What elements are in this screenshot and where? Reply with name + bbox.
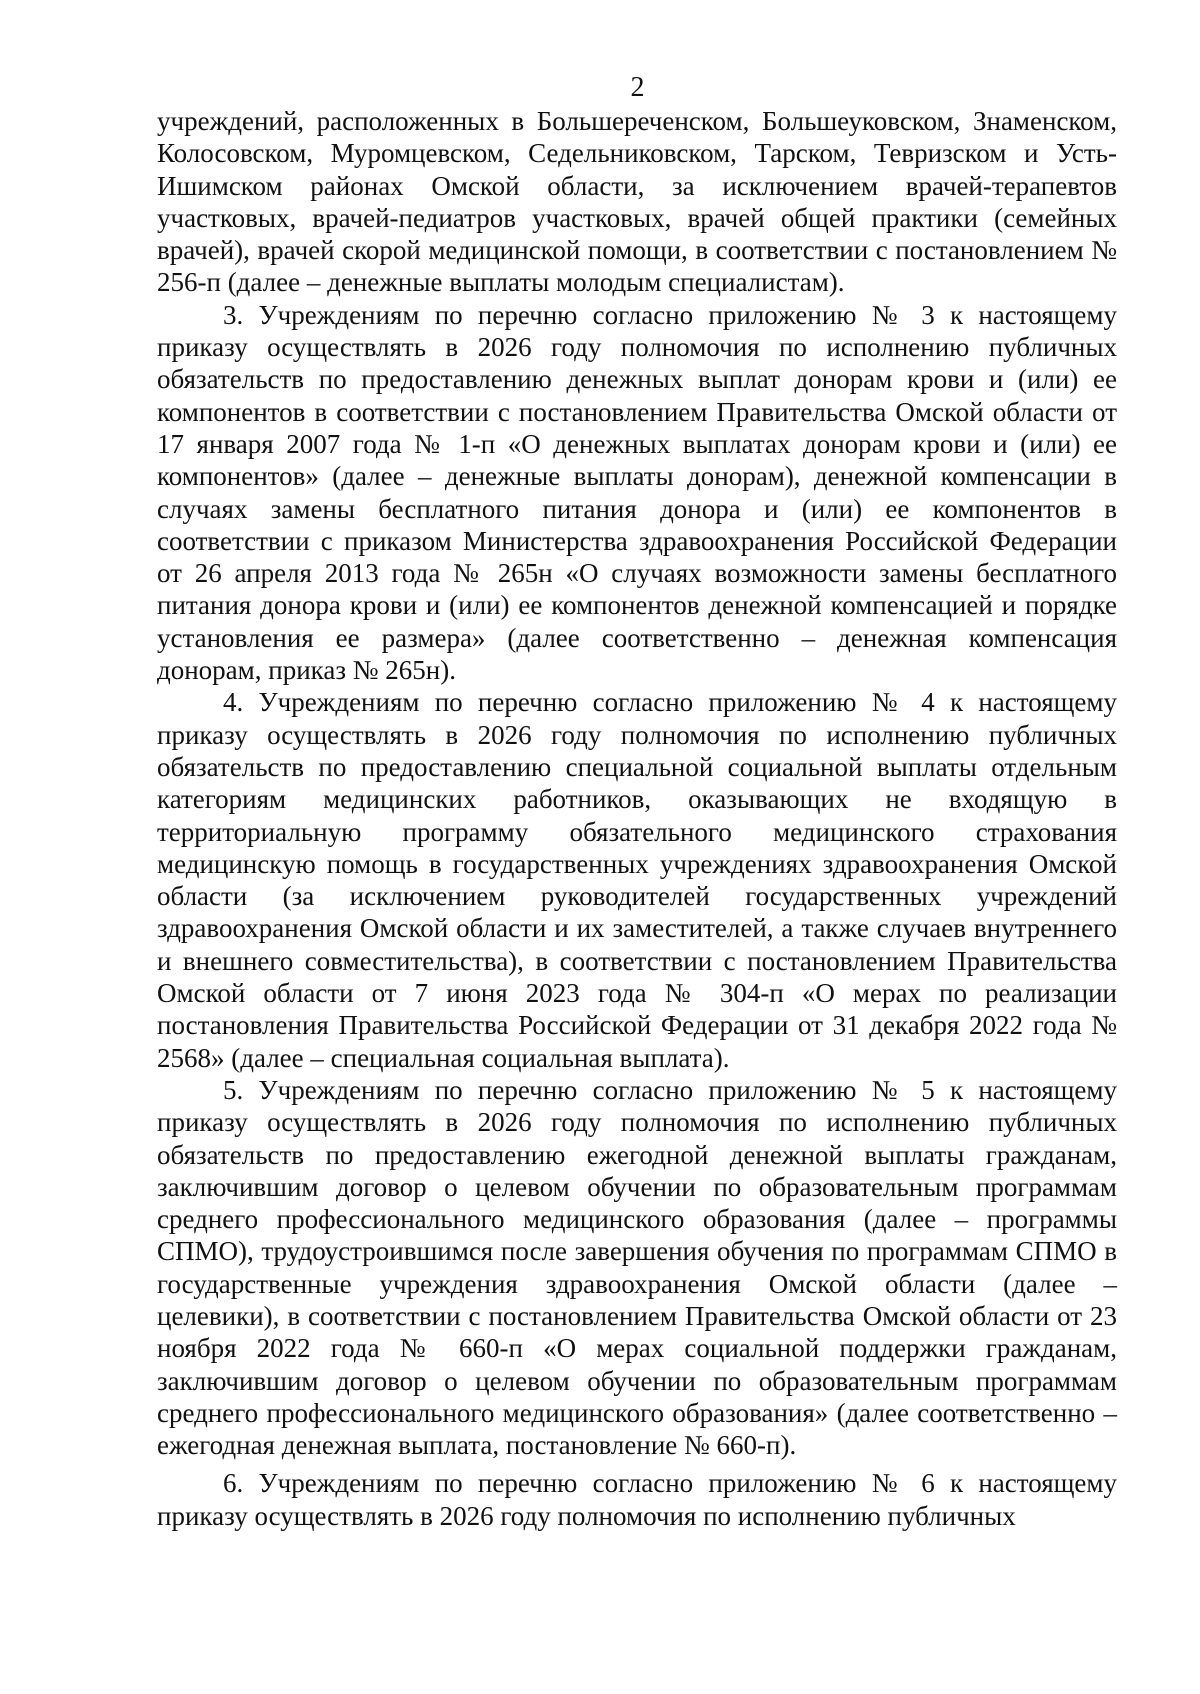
paragraph-item-4: 4. Учреждениям по перечню согласно приложению № 4 к настоящему приказу осуществлять в 2026 году полномочия по исполнению публичных обязательств по предоставлению специальной социальной выплаты отдельным категориям медицинских работников, оказывающих не входящую в территориальную программу обязательного медицинского страхования медицинскую помощь в государственных учреждениях здравоохранения Омской области (за исключением руководителей государственных учреждений здравоохранения Омской области и их заместителей, а также случаев внутреннего и внешнего совместительства), в соответствии с постановлением Правительства Омской области от 7 июня 2023 года № 304-п «О мерах по реализации постановления Правительства Российской Федерации от 31 декабря 2022 года № 2568» (далее – специальная социальная выплата). (157, 687, 1117, 1073)
paragraph-item-5: 5. Учреждениям по перечню согласно приложению № 5 к настоящему приказу осуществлять в 2026 году полномочия по исполнению публичных обязательств по предоставлению ежегодной денежной выплаты гражданам, заключившим договор о целевом обучении по образовательным программам среднего профессионального медицинского образования (далее – программы СПМО), трудоустроившимся после завершения обучения по программам СПМО в государственные учреждения здравоохранения Омской области (далее – целевики), в соответствии с постановлением Правительства Омской области от 23 ноября 2022 года № 660-п «О мерах социальной поддержки гражданам, заключившим договор о целевом обучении по образовательным программам среднего профессионального медицинского образования» (далее соответственно – ежегодная денежная выплата, постановление № 660-п). (157, 1074, 1117, 1461)
paragraph-item-3: 3. Учреждениям по перечню согласно приложению № 3 к настоящему приказу осуществлять в 2026 году полномочия по исполнению публичных обязательств по предоставлению денежных выплат донорам крови и (или) ее компонентов в соответствии с постановлением Правительства Омской области от 17 января 2007 года № 1-п «О денежных выплатах донорам крови и (или) ее компонентов» (далее – денежные выплаты донорам), денежной компенсации в случаях замены бесплатного питания донора и (или) ее компонентов в соответствии с приказом Министерства здравоохранения Российской Федерации от 26 апреля 2013 года № 265н «О случаях возможности замены бесплатного питания донора крови и (или) ее компонентов денежной компенсацией и порядке установления ее размера» (далее соответственно – денежная компенсация донорам, приказ № 265н). (157, 299, 1117, 686)
paragraph-item-6: 6. Учреждениям по перечню согласно приложению № 6 к настоящему приказу осуществлять в 2026 году полномочия по исполнению публичных (157, 1468, 1117, 1531)
page-number: 2 (630, 72, 645, 103)
paragraph-continuation: учреждений, расположенных в Большереченском, Большеуковском, Знаменском, Колосовском, Муромцевском, Седельниковском, Тарском, Тевризском и Усть-Ишимском районах Омской области, за исключением врачей-терапевтов участковых, врачей-педиатров участковых, врачей общей практики (семейных врачей), врачей скорой медицинской помощи, в соответствии с постановлением № 256-п (далее – денежные выплаты молодым специалистам). (157, 106, 1117, 298)
document-body (157, 105, 1117, 1532)
